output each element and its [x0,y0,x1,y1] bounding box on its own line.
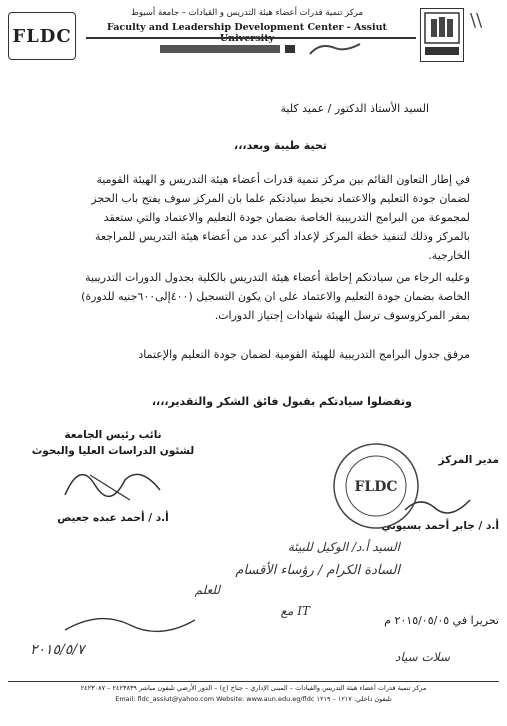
fldc-logo [8,12,76,60]
body-paragraph-1-line: في إطار التعاون القائم بين مركز تنمية قدرات أعضاء هيئة التدريس و الهيئة القومية [96,173,470,186]
body-paragraph-1-line: بالمركز وذلك لتنفيذ خطة المركز لإعداد أكبر عدد من أعضاء هيئة التدريس للمراجعة [95,230,470,243]
corner-handwritten-mark: \\ [470,10,483,31]
handwritten-note-line-3: للعلم [194,583,220,597]
handwritten-note-line-1: السيد أ.د/ الوكيل للبيئة [287,540,400,554]
addressee-line: السيد الأستاذ الدكتور / عميد كلية [280,102,429,115]
issue-date-line: تحريرا في ٢٠١٥/٠٥/٠٥ م [384,614,499,627]
handwritten-note-line-2: السادة الكرام / رؤساء الأقسام [235,563,400,578]
body-paragraph-1 [40,170,470,265]
fldc-official-stamp [330,440,422,532]
body-paragraph-2 [40,268,470,325]
fldc-logo-text: FLDC [12,25,72,47]
body-paragraph-2-line: بمقر المركزوسوف ترسل الهيئة شهادات إجتياز الدورات. [214,309,470,322]
handwritten-initials: سلات سياد [394,650,450,664]
greeting-line: تحية طيبة وبعد،،، [234,139,327,152]
body-paragraph-2-line: وعليه الرجاء من سيادتكم إحاطة أعضاء هيئة التدريس بالكلية بجدول الدورات التدريبية [85,271,470,284]
header-divider [86,37,416,39]
body-paragraph-1-line: لمجموعة من البرامج التدريبية الخاصة بضمان جودة التعليم والاعتماد والتي ستعقد [103,211,470,224]
closing-line: وتفضلوا سيادتكم بقبول فائق الشكر والتقدير،،،، [151,395,412,408]
signature-left-scribble [60,455,170,505]
header-ornament-strip [160,42,400,56]
handwritten-note-line-4: IT مع [280,604,310,618]
svg-text:FLDC: FLDC [354,479,398,495]
assiut-university-logo [420,8,464,62]
handwritten-scribble [60,600,200,640]
footer-contact-line: Email: fldc_assiut@yahoo.com Website: www.aun.edu.eg/fldc تليفون داخلي: ١٢١٧ – ١٢١٩ [115,695,392,703]
signature-left-title-2: لشئون الدراسات العليا والبحوث [31,445,195,457]
signature-right-title: مدير المركز [438,454,499,466]
signature-left-title-1: نائب رئيس الجامعة [64,429,162,441]
footer-address-line: مركز تنمية قدرات أعضاء هيئة التدريس والقيادات – المبنى الإداري – جناح (ج) – الدور الأرضي تليفون مباشر ٢٤٢٣٨٣٩ – ٢٤٢٣٠٨٧ [80,684,427,692]
body-paragraph-2-line: الخاصة بضمان جودة التعليم والاعتماد على ان يكون التسجيل (٤٠٠إلى٦٠٠جنيه للدورة) [81,290,470,303]
footer-divider [8,681,499,682]
handwritten-date-note: ٢٠١٥/٥/٧ [30,642,85,658]
body-paragraph-1-line: الخارجية. [428,249,470,262]
header-arabic-name: مركز تنمية قدرات أعضاء هيئة التدريس و القيادات – جامعة أسيوط [130,8,364,18]
attachment-line: مرفق جدول البرامج التدريبية للهيئة القومية لضمان جودة التعليم والإعتماد [138,348,470,361]
header-english-name: Faculty and Leadership Development Center - Assiut [107,22,387,33]
body-paragraph-1-line: لضمان جودة التعليم والاعتماد نحيط سيادتكم علما بان المركز سوف يفتح باب الحجز [91,192,470,205]
signature-right-name: أ.د / جابر أحمد بسيوني [381,520,499,532]
signature-left-name: أ.د / أحمد عبده جعيص [57,512,169,524]
